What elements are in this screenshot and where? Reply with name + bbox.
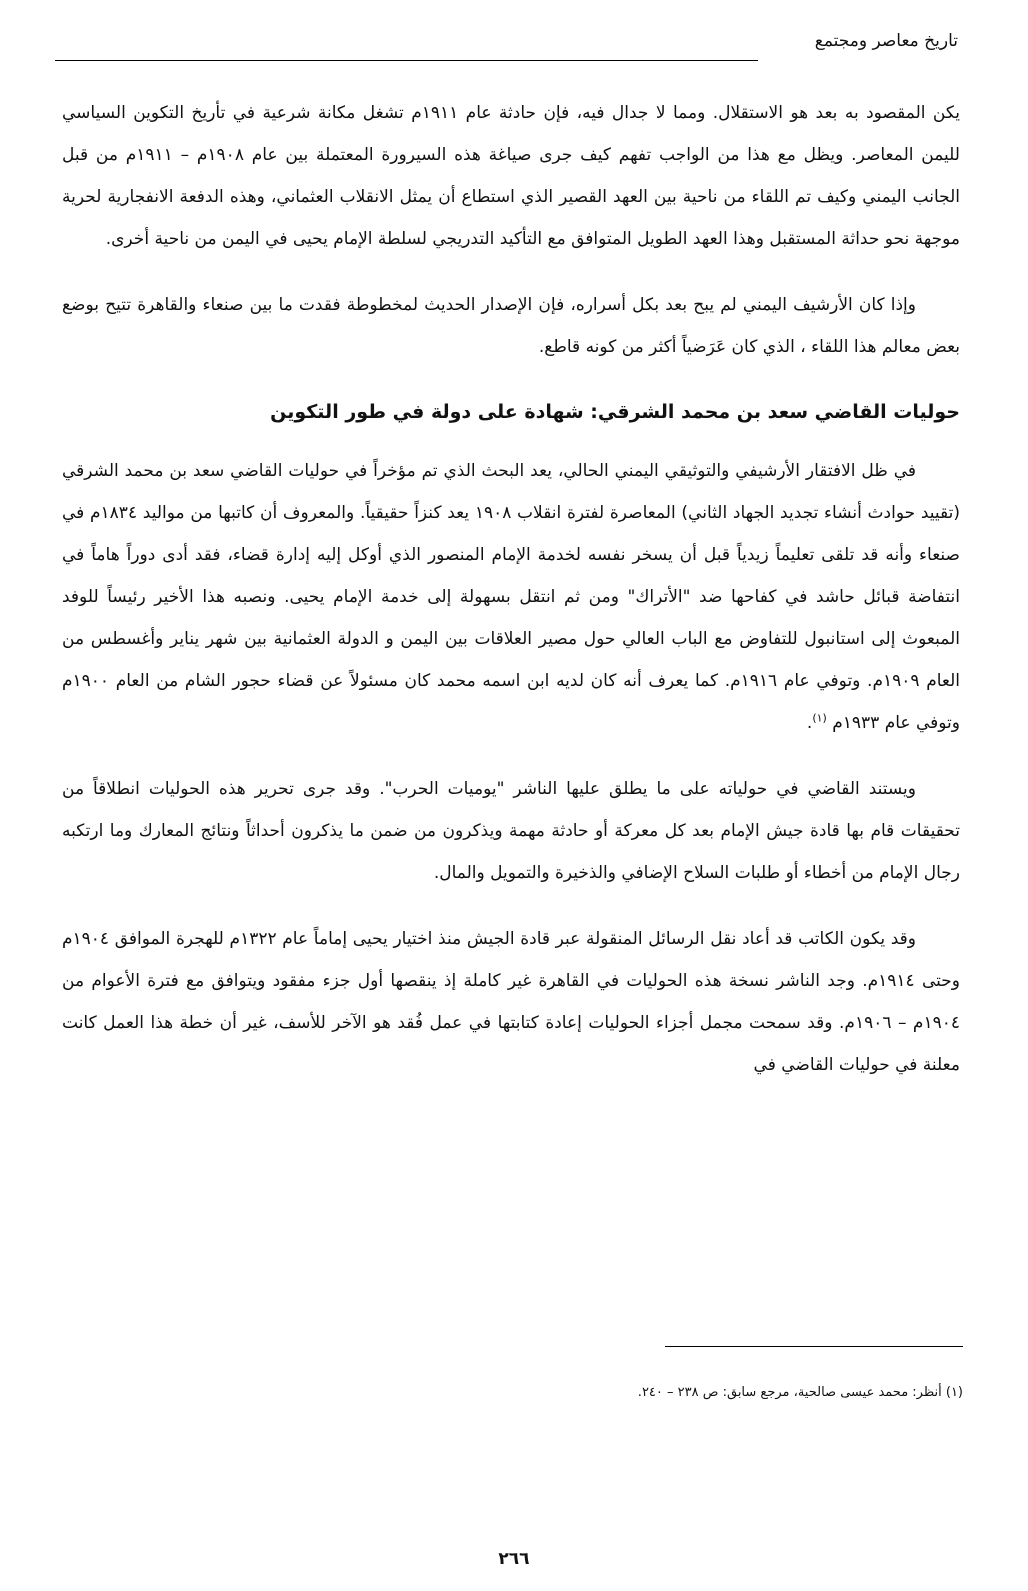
body-text [62,92,960,1110]
section-heading: حوليات القاضي سعد بن محمد الشرقي: شهادة على دولة في طور التكوين [270,401,960,423]
footnote-rule [665,1346,963,1347]
section-paragraph-1-text: في ظل الافتقار الأرشيفي والتوثيقي اليمني الحالي، يعد البحث الذي تم مؤخراً في حوليات القاضي سعد بن محمد الشرقي (تقييد حوادث أنشاء تجديد الجهاد الثاني) المعاصرة لفترة انقلاب ١٩٠٨ يعد كنزاً حقيقياً. والمعروف أن كاتبها من مواليد ١٨٣٤م في صنعاء وأنه قد تلقى تعليماً زيدياً قبل أن يسخر نفسه لخدمة الإمام المنصور الذي أوكل إليه إدارة قضاء، فقد أدى دوراً هاماً في انتفاضة قبائل حاشد في كفاحها ضد "الأتراك" ومن ثم انتقل بسهولة إلى خدمة الإمام يحيى. ونصبه هذا الأخير رئيساً للوفد المبعوث إلى استانبول للتفاوض مع الباب العالي حول مصير العلاقات بين اليمن و الدولة العثمانية بين شهر يناير وأغسطس من العام ١٩٠٩م. وتوفي عام ١٩١٦م. كما يعرف أنه كان لديه ابن اسمه محمد كان مسئولاً عن قضاء حجور الشام من العام ١٩٠٠م وتوفي عام ١٩٣٣م [62,461,961,733]
section-paragraph-2: ويستند القاضي في حولياته على ما يطلق عليها الناشر "يوميات الحرب". وقد جرى تحرير هذه الحوليات انطلاقاً من تحقيقات قام بها قادة جيش الإمام بعد كل معركة أو حادثة مهمة ويذكرون من ضمن ما يذكرون أحداثاً ونتائج المعارك وما ارتكبه رجال الإمام من أخطاء أو طلبات السلاح الإضافي والذخيرة والتمويل والمال. [62,779,960,883]
paragraph-1: يكن المقصود به بعد هو الاستقلال. ومما لا جدال فيه، فإن حادثة عام ١٩١١م تشغل مكانة شرعية في تأريخ التكوين السياسي لليمن المعاصر. ويظل مع هذا من الواجب تفهم كيف جرى صياغة هذه السيرورة المعتملة بين عام ١٩٠٨م – ١٩١١م من قبل الجانب اليمني وكيف تم اللقاء من ناحية بين العهد القصير الذي استطاع أن يمثل الانقلاب العثماني، وهذه الدفعة الانفجارية لحرية موجهة نحو حداثة المستقبل وهذا العهد الطويل المتوافق مع التأكيد التدريجي لسلطة الإمام يحيى في اليمن من ناحية أخرى. [62,103,960,249]
paragraph-2: وإذا كان الأرشيف اليمني لم يبح بعد بكل أسراره، فإن الإصدار الحديث لمخطوطة فقدت ما بين صنعاء والقاهرة تتيح بوضع بعض معالم هذا اللقاء ، الذي كان عَرَضياً أكثر من كونه قاطع. [62,295,960,357]
header-rule [55,60,758,61]
running-header: تاريخ معاصر ومجتمع [814,31,958,51]
page-number: ٢٦٦ [498,1549,530,1569]
footnote-reference: (١) [812,711,827,725]
section-paragraph-1: في ظل الافتقار الأرشيفي والتوثيقي اليمني الحالي، يعد البحث الذي تم مؤخراً في حوليات القاضي سعد بن محمد الشرقي (تقييد حوادث أنشاء تجديد الجهاد الثاني) المعاصرة لفترة انقلاب ١٩٠٨ يعد كنزاً حقيقياً. والمعروف أن كاتبها من مواليد ١٨٣٤م في صنعاء وأنه قد تلقى تعليماً زيدياً قبل أن يسخر نفسه لخدمة الإمام المنصور الذي أوكل إليه إدارة قضاء، فقد أدى دوراً هاماً في انتفاضة قبائل حاشد في كفاحها ضد "الأتراك" ومن ثم انتقل بسهولة إلى خدمة الإمام يحيى. ونصبه هذا الأخير رئيساً للوفد المبعوث إلى استانبول للتفاوض مع الباب العالي حول مصير العلاقات بين اليمن و الدولة العثمانية بين شهر يناير وأغسطس من العام ١٩٠٩م. وتوفي عام ١٩١٦م. كما يعرف أنه كان لديه ابن اسمه محمد كان مسئولاً عن قضاء حجور الشام من العام ١٩٠٠م وتوفي عام ١٩٣٣م $^{(١)}$. [62,461,961,733]
section-paragraph-3: وقد يكون الكاتب قد أعاد نقل الرسائل المنقولة عبر قادة الجيش منذ اختيار يحيى إماماً عام ١٣٢٢م للهجرة الموافق ١٩٠٤م وحتى ١٩١٤م. وجد الناشر نسخة هذه الحوليات في القاهرة غير كاملة إذ ينقصها أول جزء مفقود ويتوافق مع فترة الأعوام من ١٩٠٤م – ١٩٠٦م. وقد سمحت مجمل أجزاء الحوليات إعادة كتابتها في عمل فُقد هو الآخر للأسف، غير أن خطة هذا العمل كانت معلنة في حوليات القاضي في [62,929,960,1075]
footnote: (١) أنظر: محمد عيسى صالحية، مرجع سابق: ص ٢٣٨ – ٢٤٠. [637,1385,963,1400]
